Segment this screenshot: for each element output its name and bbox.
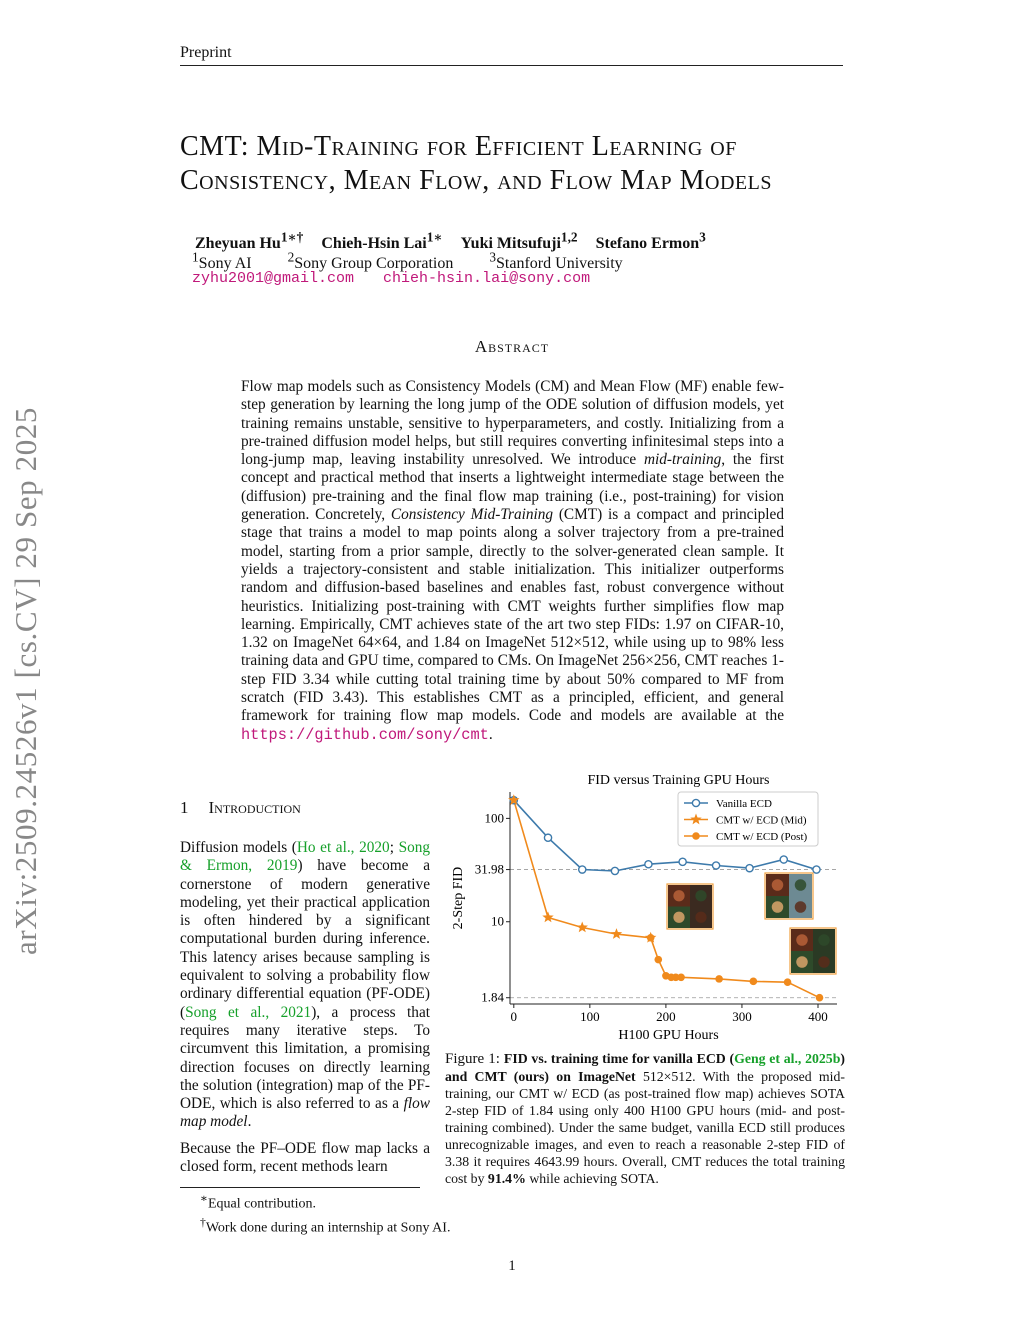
figure-caption: Figure 1: FID vs. training time for vanilla ECD (Geng et al., 2025b) and CMT (ours) on ImageNet 512×512. With the proposed mid-training, our CMT w/ ECD (as post-trained flow map) achieves SOTA 2-step FID of 1.84 using only 400 H100 GPU hours (mid- and post-training combined). Under the same budget, vanilla ECD still produces unrecognizable images, and even to reach a reasonable 2-step FID of 3.38 it requires 4643.99 hours. Overall, CMT reduces the total training cost by 91.4% while achieving SOTA. bbox=[445, 1051, 845, 1186]
sample-images-cmt bbox=[790, 928, 836, 974]
x-tick-label: 400 bbox=[808, 1009, 828, 1024]
email-link[interactable]: chieh-hsin.lai@sony.com bbox=[383, 270, 591, 287]
email-list bbox=[192, 270, 610, 287]
y-axis-label: 2-Step FID bbox=[451, 866, 466, 930]
author: Stefano Ermon$^3$ bbox=[595, 230, 706, 253]
y-tick-label: 100 bbox=[484, 810, 504, 826]
footnote: ∗Equal contribution. bbox=[200, 1192, 317, 1212]
author: Chieh-Hsin Lai$^{1∗}$ bbox=[321, 230, 443, 253]
data-point bbox=[715, 975, 723, 983]
thumbnail-blob bbox=[673, 890, 684, 901]
section-heading: 1 Introduction bbox=[180, 798, 301, 817]
data-point bbox=[746, 865, 753, 872]
x-tick-label: 100 bbox=[580, 1009, 600, 1024]
data-point bbox=[577, 922, 589, 933]
thumbnail-blob bbox=[695, 890, 706, 901]
thumbnail-blob bbox=[795, 901, 807, 913]
legend-marker bbox=[692, 799, 699, 806]
data-point bbox=[780, 856, 787, 863]
footnote-rule bbox=[180, 1187, 420, 1188]
thumbnail-blob bbox=[772, 879, 784, 891]
author: Yuki Mitsufuji$^{1,2}$ bbox=[460, 230, 578, 253]
intro-paragraph: Because the PF–ODE flow map lacks a closed form, recent methods learn bbox=[180, 1139, 430, 1176]
sample-images-vanilla-b bbox=[765, 873, 813, 919]
thumbnail-blob bbox=[795, 879, 807, 891]
thumbnail-blob bbox=[818, 956, 830, 968]
data-point bbox=[645, 861, 652, 868]
data-point bbox=[647, 934, 655, 942]
x-tick-label: 200 bbox=[656, 1009, 676, 1024]
legend-label: CMT w/ ECD (Mid) bbox=[716, 814, 807, 827]
thumbnail-blob bbox=[818, 934, 830, 946]
intro-paragraph: Diffusion models (Ho et al., 2020; Song & Ermon, 2019) have become a cornerstone of modern generative modeling, yet their practical application is often hindered by a significant computational burden during inference. This latency arises because sampling is equivalent to solving a probability flow ordinary differential equation (PF-ODE) (Song et al., 2021), a process that requires many iterative steps. To circumvent this limitation, a promising direction focuses on directly learning the solution (integration) map of the PF-ODE, which is also referred to as a flow map model. bbox=[180, 839, 431, 1131]
thumbnail-blob bbox=[772, 901, 784, 913]
citation-link[interactable]: Song et al., 2021 bbox=[185, 1003, 312, 1021]
x-tick-label: 300 bbox=[732, 1009, 752, 1024]
page-number: 1 bbox=[508, 1258, 516, 1274]
data-point bbox=[579, 866, 586, 873]
citation-link[interactable]: Song & Ermon, 2019 bbox=[180, 839, 431, 875]
thumbnail-blob bbox=[673, 912, 684, 923]
title-line-2: Consistency, Mean Flow, and Flow Map Models bbox=[180, 165, 772, 196]
thumbnail-blob bbox=[796, 956, 808, 968]
thumbnail-blob bbox=[796, 934, 808, 946]
footnote: †Work done during an internship at Sony AI. bbox=[200, 1215, 451, 1236]
data-point bbox=[712, 862, 719, 869]
data-point bbox=[677, 974, 685, 982]
data-point bbox=[679, 858, 686, 865]
chart-canvas bbox=[445, 768, 845, 1048]
header-rule bbox=[180, 65, 843, 66]
data-point bbox=[544, 834, 551, 841]
thumbnail-blob bbox=[695, 912, 706, 923]
data-point bbox=[750, 978, 758, 986]
data-point bbox=[816, 994, 824, 1002]
data-point bbox=[611, 867, 618, 874]
paper-title bbox=[180, 130, 850, 198]
data-point bbox=[654, 956, 662, 964]
title-line-1: CMT: Mid-Training for Efficient Learning of bbox=[180, 131, 737, 162]
legend-marker bbox=[692, 832, 700, 840]
footnotes bbox=[200, 1190, 450, 1237]
chart-title: FID versus Training GPU Hours bbox=[587, 773, 770, 788]
legend-label: Vanilla ECD bbox=[716, 798, 772, 810]
x-tick-label: 0 bbox=[510, 1009, 518, 1024]
affiliation: $^1$Sony AI bbox=[192, 250, 252, 273]
y-tick-label: 1.84 bbox=[481, 989, 504, 1005]
y-tick-label: 31.98 bbox=[474, 861, 504, 877]
data-point bbox=[611, 928, 622, 939]
running-head: Preprint bbox=[180, 44, 232, 61]
arxiv-stamp: arXiv:2509.24526v1 [cs.CV] 29 Sep 2025 bbox=[8, 406, 43, 955]
affiliation: $^2$Sony Group Corporation bbox=[287, 250, 454, 273]
author: Zheyuan $Hu^{1∗\dagger}$ bbox=[195, 230, 304, 253]
legend-label: CMT w/ ECD (Post) bbox=[716, 831, 808, 843]
fid-chart bbox=[445, 768, 845, 1048]
data-point bbox=[542, 912, 553, 923]
code-url-link[interactable]: https://github.com/sony/cmt bbox=[241, 725, 489, 744]
email-link[interactable]: zyhu2001@gmail.com bbox=[192, 270, 355, 287]
sample-images-vanilla-a bbox=[667, 884, 713, 929]
abstract-body: Flow map models such as Consistency Models (CM) and Mean Flow (MF) enable few-step generation by learning the long jump of the ODE solution of diffusion models, yet training remains unstable, sensitive to hyperparameters, and costly. Initializing from a pre-trained diffusion model helps, but still requires converting infinitesimal steps into a long-jump map, leaving instability unresolved. We introduce mid-training, the first concept and practical method that inserts a lightweight intermediate stage between the (diffusion) pre-training and the final flow map training (i.e., post-training) for vision generation. Concretely, Consistency Mid-Training (CMT) is a compact and principled stage that trains a model to map points along a solver trajectory from a pre-trained model, starting from a prior sample, directly to the solver-generated clean sample. It yields a trajectory-consistent and stable initialization. This initializer outperforms random and diffusion-based baselines and enables fast, robust convergence without heuristics. Initializing post-training with CMT weights further simplifies flow map learning. Empirically, CMT achieves state of the art two step FIDs: 1.97 on CIFAR-10, 1.32 on ImageNet 64×64, and 1.84 on ImageNet 512×512, while using up to 98% less training data and GPU time, compared to CMs. On ImageNet 256×256, CMT reaches 1-step FID 3.34 while cutting total training time by about 50% compared to MF from scratch (FID 3.43). This establishes CMT as a principled, efficient, and general framework for training flow map models. Code and models are available at the https://github.com/sony/cmt. bbox=[241, 378, 784, 744]
data-point bbox=[813, 866, 820, 873]
intro-text bbox=[180, 839, 430, 1184]
y-tick-label: 10 bbox=[491, 913, 504, 929]
data-point bbox=[784, 978, 792, 986]
x-axis-label: H100 GPU Hours bbox=[618, 1028, 719, 1043]
citation-link[interactable]: Geng et al., 2025b bbox=[734, 1051, 841, 1066]
citation-link[interactable]: Ho et al., 2020 bbox=[296, 839, 390, 856]
affiliation: $^3$Stanford University bbox=[489, 250, 623, 273]
abstract-heading: Abstract bbox=[474, 337, 550, 356]
